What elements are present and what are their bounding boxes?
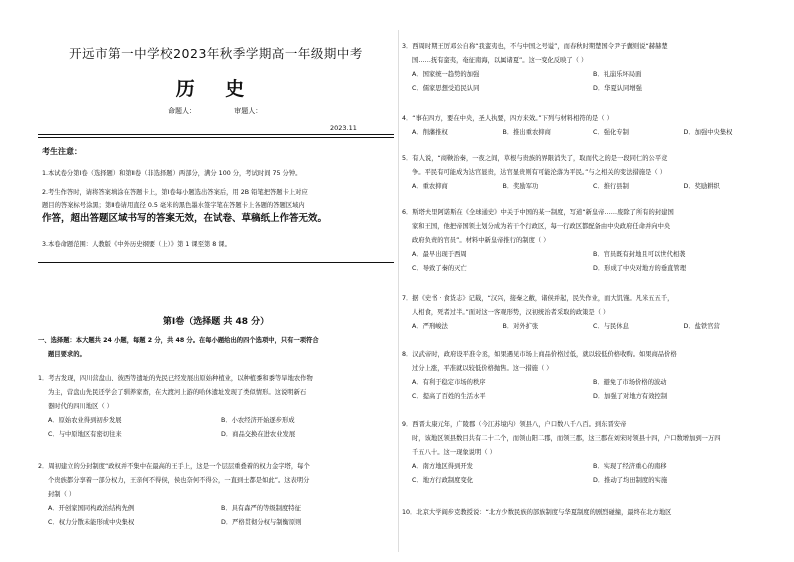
q6-option-b: B．官员既有封地且可以世代相袭 — [593, 251, 686, 258]
q3-option-c: C．儒家思想受追民认同 — [412, 85, 480, 92]
reviewer-label: 审题人： — [234, 107, 263, 115]
q2-stem-a: 2．周初建立的分封制度“政权并不集中在最高的王手上，这是一个层层重叠着的权力金字塔，每个 — [38, 463, 310, 470]
notice-item-3: 3.本卷命题范围：人教版《中外历史纲要（上）》第 1 课至第 8 课。 — [42, 241, 231, 248]
q8-stem-b: 过分上涨，平准就以较低价格抛售。这一措施（ ） — [412, 365, 553, 372]
author-label: 命题人： — [168, 107, 196, 115]
q1-option-a: A．原始农业得到初步发展 — [48, 417, 122, 424]
q2-option-d: D．严格贯彻分权与制衡原则 — [221, 519, 302, 526]
question-1 — [38, 372, 394, 442]
question-7 — [402, 292, 774, 334]
q5-option-c: C．推行县制 — [593, 183, 629, 190]
notice-item-2 — [42, 186, 390, 225]
q5-options — [402, 180, 774, 194]
q1-option-c: C．与中原地区有密切往来 — [48, 431, 122, 438]
q1-stem-a: 1．考古发现，四川营盘山、彼西等遗址的先民已经发展出原始种植业，以种植黍和黍等旱地农作物 — [38, 375, 313, 382]
q9-option-b: B．实现了经济重心的南移 — [593, 463, 667, 470]
section-instruction — [38, 334, 394, 362]
q1-stem-c: 器时代的四川地区（ ） — [48, 403, 113, 410]
q4-stem: 4．“事在四方，要在中央，圣人执要，四方来效。”下列与材料相符的是（ ） — [402, 115, 613, 122]
q6-stem-b: 家和王国，他把帝国领土划分成为若干个行政区，每一行政区都配备由中央政府任命并向中央 — [412, 223, 671, 230]
q1-options — [38, 414, 394, 442]
notice-item-1: 1.本试卷分第Ⅰ卷（选择题）和第Ⅱ卷（非选择题）两部分，满分 100 分，考试时间 75 分钟。 — [42, 170, 302, 177]
q3-stem-b: 国……抚有蛮夷，奄征南海，以属诸夏”。这一变化反映了（ ） — [412, 57, 588, 64]
question-10 — [402, 506, 774, 520]
q7-option-d: D．盐铁官营 — [683, 323, 720, 330]
q6-stem-a: 6．斯塔夫里阿诺斯在《全球通史》中关于中国的某一制度，写道“新皇帝……废除了所有的封建国 — [402, 209, 674, 216]
q8-stem-a: 8．汉武帝时，政府设平准令丞，如果遇见市场上商品价格过低，就以较低价格收购。如果商品价格 — [402, 351, 677, 358]
q4-options — [402, 126, 774, 140]
q9-stem-a: 9．西晋太康元年，广陵郡（今江苏境内）领县八，户口数八千八百。到东晋安帝 — [402, 421, 627, 428]
top-rule-thick — [38, 137, 394, 138]
school-title: 开远市第一中学校2023年秋季学期高一年级期中考 — [69, 46, 363, 61]
q9-options — [402, 460, 774, 488]
q4-option-c: C．强化专制 — [593, 129, 629, 136]
q7-stem-b: 人相食，死者过半。”面对这一客观形势，汉初统治者采取的政策是（ ） — [412, 309, 610, 316]
q7-stem-a: 7．据《史书 · 食货志》记载，“汉兴，接秦之敝，诸侯并起，民失作业，而大饥馑。凡米五五千， — [402, 295, 674, 302]
question-4 — [402, 112, 774, 140]
q1-option-d: D．商品交换在进农业发展 — [221, 431, 296, 438]
q7-option-c: C．与民休息 — [593, 323, 629, 330]
q5-option-a: A．重农抑商 — [412, 183, 448, 190]
question-3 — [402, 40, 774, 96]
left-column — [38, 0, 394, 562]
q9-option-d: D．推动了均田制度的实施 — [593, 477, 668, 484]
q5-stem-b: 争。平民有可能成为达官显贵，达官显贵则有可能沦落为平民。”与之相关的变法措施是（ ） — [412, 169, 666, 176]
question-5 — [402, 152, 774, 194]
q5-option-b: B．奖励军功 — [502, 183, 539, 190]
q3-option-d: D．华夏认同增强 — [593, 85, 642, 92]
q2-stem-c: 封制（ ） — [48, 491, 76, 498]
q2-stem-b: 个贵族都分享着一部分权力，王亲何不得侯，侯也奈何不得公，一直到士都是如此”。这表明分 — [48, 477, 310, 484]
exam-date: 2023.11 — [330, 124, 357, 132]
q9-option-a: A．南方地区得到开发 — [412, 463, 473, 470]
q3-option-a: A．国家统一趋势的加强 — [412, 71, 480, 78]
top-rule — [38, 134, 394, 135]
question-6 — [402, 206, 774, 276]
q2-option-c: C．权力分散未能形成中央集权 — [48, 519, 135, 526]
q4-option-b: B．推出重农抑商 — [502, 129, 551, 136]
q7-option-a: A．严刑峻法 — [412, 323, 448, 330]
q4-option-d: D．加强中央集权 — [683, 129, 733, 136]
q2-option-a: A．开创家国同构政治结构先例 — [48, 505, 135, 512]
q8-options — [402, 376, 774, 404]
q8-option-d: D．加强了对地方有效控制 — [593, 393, 668, 400]
notice-item-2-line-a: 2.考生作答时，请将答案填涂在答题卡上，第Ⅰ卷每小题选出答案后，用 2B 铅笔把答题卡上对应 — [42, 189, 308, 196]
notice-item-2-line-b: 题目的答案标号涂黑；第Ⅱ卷请用直径 0.5 毫米的黑色墨水签字笔在答题卡上各题的答题区域内 — [42, 202, 305, 209]
q8-option-b: B．避免了市场价格的波动 — [593, 379, 667, 386]
question-2 — [38, 460, 394, 530]
subject-title: 历 史 — [175, 78, 257, 100]
q5-option-d: D．奖励耕织 — [683, 183, 720, 190]
right-column — [402, 0, 774, 562]
q6-stem-c: 政府负责的官员”。材料中新皇帝推行的制度（ ） — [412, 237, 550, 244]
q8-option-c: C．提高了百姓的生活水平 — [412, 393, 486, 400]
q4-option-a: A．削藩推权 — [412, 129, 448, 136]
author-line — [168, 106, 298, 116]
q7-option-b: B．对外扩张 — [502, 323, 539, 330]
question-8 — [402, 348, 774, 404]
section-title: 第Ⅰ卷（选择题 共 48 分） — [162, 317, 270, 327]
q3-option-b: B．礼崩乐坏局面 — [593, 71, 642, 78]
q2-options — [38, 502, 394, 530]
q7-options — [402, 320, 774, 334]
q2-option-b: B．具有森严的等级制度特征 — [221, 505, 301, 512]
q1-option-b: B．小农经济开始逐步形成 — [221, 417, 295, 424]
q10-stem: 10．北京大学阎步克教授说：“北方少数民族的部族制度与华夏制度的剧烈碰撞，最终在北方地区 — [402, 509, 672, 516]
q6-options — [402, 248, 774, 276]
notice-rule — [38, 262, 394, 263]
q3-stem-a: 3．西周时期王厉邓公自称“我蛮夷也，不与中国之号谥”，而春秋时期楚国令尹子囊则说“赫赫楚 — [402, 43, 668, 50]
q5-stem-a: 5．有人说，“商鞅治秦，一夜之间，草根与贵族的界限消失了，取而代之的是一段同仁的公平竞 — [402, 155, 668, 162]
notice-title: 考生注意： — [42, 147, 82, 156]
q8-option-a: A．有利于稳定市场的秩序 — [412, 379, 486, 386]
q9-stem-c: 千五八十。这一现象说明（ ） — [412, 449, 496, 456]
q6-option-a: A．最早出现于西周 — [412, 251, 467, 258]
q6-option-d: D．形成了中央对地方的垂直管理 — [593, 265, 687, 272]
q1-stem-b: 为主，营盘山先民还学会了驯养家畜，在大渡河上游的哈休遗址发现了类似情形。这说明新石 — [48, 389, 307, 396]
instruction-line-a: 一、选择题：本大题共 24 小题，每题 2 分，共 48 分。在每小题给出的四个选项中，只有一项符合 — [38, 337, 319, 344]
q9-option-c: C．地方行政制度变化 — [412, 477, 474, 484]
q6-option-c: C．导致了秦的灭亡 — [412, 265, 467, 272]
notice-item-2-line-c: 作答，超出答题区域书写的答案无效，在试卷、草稿纸上作答无效。 — [42, 213, 328, 224]
q9-stem-b: 时，该地区领县数目共有二十二个，而领山阳二郡，而领三郡，这三郡在刘宋时领县十四，户口数增加到一万四 — [412, 435, 721, 442]
instruction-line-b: 题目要求的。 — [48, 351, 86, 358]
q3-options — [402, 68, 774, 96]
column-divider — [398, 30, 399, 552]
question-9 — [402, 418, 774, 488]
